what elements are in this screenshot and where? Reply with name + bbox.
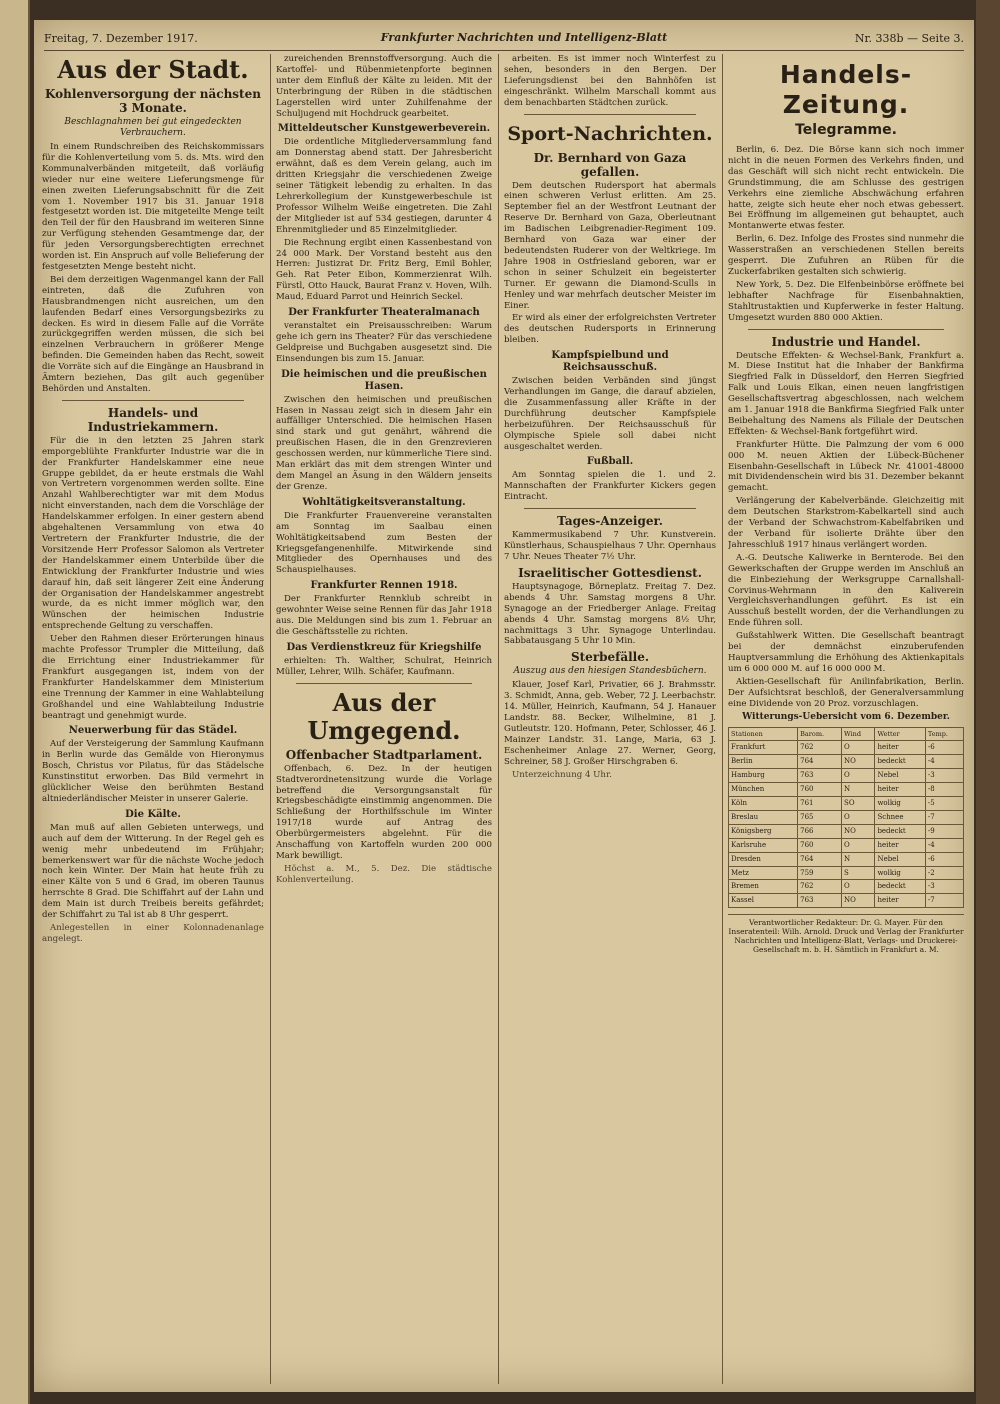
table-cell: 760	[798, 838, 842, 852]
article-text: Deutsche Effekten- & Wechsel-Bank, Frankfurt a. M. Diese Institut hat die Inhaber der Bankfirma Siegfried Falk in Düsseldorf, den Herren Siegfried Falk und Louis Elkan, einen neuen langfristigen Gesellschaftsvertrag abgeschlossen, nach welchem am 1. Januar 1918 die Bankfirma Siegfried Falk unter Beibehaltung des Namens als Filiale der Deutschen Effekten- & Wechsel-Bank fortgeführt wird.	[728, 350, 964, 437]
table-cell: 760	[798, 783, 842, 797]
table-cell: Dresden	[729, 852, 798, 866]
table-cell: Karlsruhe	[729, 838, 798, 852]
headline-kohlen: Kohlenversorgung der nächsten 3 Monate.	[45, 87, 261, 115]
divider	[296, 683, 472, 684]
table-cell: 763	[798, 894, 842, 908]
table-row	[729, 852, 964, 866]
table-cell: Metz	[729, 866, 798, 880]
headline-rennen: Frankfurter Rennen 1918.	[310, 580, 458, 592]
article-text: Er wird als einer der erfolgreichsten Vertreter des deutschen Rudersports in Erinnerung bleiben.	[504, 313, 716, 346]
table-cell: NO	[842, 894, 875, 908]
column-footer: Anlegestellen in einer Kolonnadenanlage angelegt.	[42, 923, 264, 944]
table-cell: Berlin	[729, 755, 798, 769]
column-4	[728, 54, 964, 1384]
article-text: Aktien-Gesellschaft für Anilinfabrikation, Berlin. Der Aufsichtsrat beschloß, der Generalversammlung eine Dividende von 20 Proz. vorzuschlagen.	[728, 676, 964, 709]
section-title-sport: Sport-Nachrichten.	[507, 122, 713, 145]
newspaper-sheet	[34, 20, 974, 1392]
weather-header-cell: Wind	[842, 727, 875, 741]
divider	[748, 329, 944, 330]
article-text: veranstaltet ein Preisausschreiben: Warum gehe ich gern ins Theater? Für das verschiedene Geldpreise und Buchgaben ausgesetzt sind. Die Einsendungen bis zum 15. Januar.	[276, 321, 492, 364]
table-cell: Köln	[729, 797, 798, 811]
weather-title: Witterungs-Uebersicht vom 6. Dezember.	[742, 711, 950, 722]
headline-gottesdienst: Israelitischer Gottesdienst.	[518, 565, 702, 580]
table-cell: NO	[842, 755, 875, 769]
headline-gaza: Dr. Bernhard von Gaza gefallen.	[533, 150, 687, 179]
headline-kunstgewerbe: Mitteldeutscher Kunstgewerbeverein.	[277, 123, 491, 135]
weather-header-cell: Stationen	[729, 727, 798, 741]
table-cell: Kassel	[729, 894, 798, 908]
subheadline-sterbefaelle: Auszug aus den hiesigen Standesbüchern.	[513, 666, 707, 677]
column-2	[276, 54, 492, 1384]
article-text: Berlin, 6. Dez. Die Börse kann sich noch immer nicht in die neuen Formen des Verkehrs finden, und das Geschäft will sich nicht recht entwickeln. Die Grundstimmung, die am Schlusse des gestrigen Verkehrs eine ziemliche Abschwächung erfahren hatte, zeigte sich heute eher noch etwas gebessert. Bei Eröffnung im allgemeinen gut behauptet, auch Montanwerte etwas fester.	[728, 145, 964, 232]
table-cell: 762	[798, 741, 842, 755]
headline-fussball: Fußball.	[586, 456, 634, 468]
table-row	[729, 880, 964, 894]
table-cell: München	[729, 783, 798, 797]
article-text: Gußstahlwerk Witten. Die Gesellschaft beantragt bei der demnächst einzuberufenden Hauptversammlung die Erhöhung des Aktienkapitals um 6 000 000 M. auf 16 000 000 M.	[728, 631, 964, 674]
column-rule	[270, 54, 271, 1384]
table-cell: N	[842, 852, 875, 866]
table-cell: 764	[798, 852, 842, 866]
table-cell: bedeckt	[875, 824, 925, 838]
column-footer: Unterzeichnung 4 Uhr.	[512, 769, 612, 780]
article-text: Man muß auf allen Gebieten unterwegs, und auch auf dem der Witterung. In der Regel geh es wenig mehr unbedeutend im Frühjahr; bemerkenswert war für die nächste Woche jedoch noch kein Winter. Der Main hat heute früh zu einer Kälte von 5 und 6 Grad, im oberen Taunus herrschte 8 Grad. Die Schiffahrt auf der Lahn und dem Main ist durch Treibeis bereits gefährdet; der Schiffahrt zu Tal ist ab 8 Uhr gesperrt.	[42, 822, 264, 921]
table-cell: Breslau	[729, 810, 798, 824]
article-text: Die Rechnung ergibt einen Kassenbestand von 24 000 Mark. Der Vorstand besteht aus den Herren: Justizrat Dr. Fritz Berg, Emil Bohler, Geh. Rat Peter Eibon, Kommerzienrat Wilh. Fürstl, Otto Hauck, Baurat Franz v. Hoven, Wilh. Maud, Eduard Parrot und Heinrich Seckel.	[276, 237, 492, 303]
column-footer: Höchst a. M., 5. Dez. Die städtische Kohlenverteilung.	[276, 863, 492, 885]
table-cell: 763	[798, 769, 842, 783]
table-row	[729, 894, 964, 908]
divider	[62, 400, 244, 401]
table-cell: -2	[925, 866, 963, 880]
headline-offenbach: Offenbacher Stadtparlament.	[285, 747, 483, 762]
table-cell: Schnee	[875, 810, 925, 824]
article-text: Für die in den letzten 25 Jahren stark emporgeblühte Frankfurter Industrie war die in der Frankfurter Handelskammer eine neue Gruppe gebildet, da er heute erstmals die Wahl von Vertretern vorgenommen werden sollte. Eine Anzahl Wahlberechtigter war mit dem Modus nicht einverstanden, nach dem die Vorschläge der Handelskammer erfolgen. In einer gestern abend abgehaltenen Versammlung von etwa 40 Vertretern der Frankfurter Industrie, die der Vorsitzende Herr Professor Salomon als Vertreter der Handelskammer einem Unterbilde über die Entwicklung der Frankfurter Industrie und wies darauf hin, daß seit längerer Zeit eine Änderung der Organisation der Handelskammer angestrebt wurde, da es nicht immer möglich war, den Wünschen der heimischen Industrie entsprechende Geltung zu verschaffen.	[42, 435, 264, 632]
page-number: Nr. 338b — Seite 3.	[854, 32, 964, 45]
table-cell: O	[842, 769, 875, 783]
table-cell: wolkig	[875, 866, 925, 880]
section-title-umgegend: Aus der Umgegend.	[307, 687, 461, 745]
article-text: Auf der Versteigerung der Sammlung Kaufmann in Berlin wurde das Gemälde von Hieronymus Bosch, Christus vor Pilatus, für das Städelsche Kunstinstitut erworben. Das Bild vermehrt in glücklicher Weise den berühmten Bestand altniederländischer Meister in unserer Galerie.	[42, 739, 264, 804]
headline-telegramme: Telegramme.	[795, 122, 897, 138]
table-row	[729, 769, 964, 783]
table-cell: 764	[798, 755, 842, 769]
article-text: Die ordentliche Mitgliederversammlung fand am Donnerstag abend statt. Der Jahresbericht erwähnt, daß es dem Verein gelang, auch im dritten Kriegsjahr die verschiedenen Zweige seiner Tätigkeit lebendig zu erhalten. In das Lehrerkollegium der Kunstgewerbeschule ist Professor Wilhelm Weiße eingetreten. Die Zahl der Mitglieder ist auf 534 gestiegen, darunter 4 Ehrenmitglieder und 85 Einzelmitglieder.	[276, 137, 492, 235]
headline-verdienstkreuz: Das Verdienstkreuz für Kriegshilfe	[286, 641, 482, 653]
section-title-handel: Handels-Zeitung.	[779, 60, 913, 119]
table-cell: heiter	[875, 741, 925, 755]
table-cell: heiter	[875, 894, 925, 908]
table-cell: O	[842, 741, 875, 755]
column-rule	[498, 54, 499, 1384]
headline-staedel: Neuerwerbung für das Städel.	[68, 725, 238, 737]
previous-page-edge	[0, 0, 30, 1404]
table-cell: wolkig	[875, 797, 925, 811]
column-rule	[722, 54, 723, 1384]
table-row	[729, 741, 964, 755]
table-cell: Hamburg	[729, 769, 798, 783]
table-cell: -9	[925, 824, 963, 838]
table-cell: 759	[798, 866, 842, 880]
article-text: New York, 5. Dez. Die Elfenbeinbörse eröffnete bei lebhafter Nachfrage für Eisenbahnaktien, Stahltrustaktien und Kupferwerke in fester Haltung. Umgesetzt wurden 880 000 Aktien.	[728, 279, 964, 323]
headline-kammern: Handels- und Industriekammern.	[87, 405, 219, 434]
table-cell: Nebel	[875, 852, 925, 866]
article-text: Offenbach, 6. Dez. In der heutigen Stadtverordnetensitzung wurde die Vorlage betreffend die Versorgungsanstalt für Kriegsbeschädigte einstimmig angenommen. Die Schließung der Horthilfsschule im Winter 1917/18 wurde auf Antrag des Oberbürgermeisters abgelehnt. Für die Anschaffung von Kartoffeln wurden 200 000 Mark bewilligt.	[276, 763, 492, 861]
article-text: erhielten: Th. Walther, Schulrat, Heinrich Müller, Lehrer, Wilh. Schäfer, Kaufmann.	[276, 655, 492, 677]
column-3	[504, 54, 716, 1384]
weather-header-cell: Temp.	[925, 727, 963, 741]
table-cell: S	[842, 866, 875, 880]
article-text: Klauer, Josef Karl, Privatier, 66 J. Brahmsstr. 3. Schmidt, Anna, geb. Weber, 72 J. Leerbachstr. 14. Müller, Heinrich, Kaufmann, 54 J. Hanauer Landstr. 88. Becker, Wilhelmine, 81 J. Gutleutstr. 120. Hofmann, Peter, Schlosser, 46 J. Mainzer Landstr. 31. Lange, Maria, 63 J. Eschenheimer Anlage 27. Werner, Georg, Schreiner, 58 J. Großer Hirschgraben 6.	[504, 680, 716, 767]
article-text: Am Sonntag spielen die 1. und 2. Mannschaften der Frankfurter Kickers gegen Eintracht.	[504, 470, 716, 503]
article-text: Frankfurter Hütte. Die Palmzung der vom 6 000 000 M. neuen Aktien der Lübeck-Büchener Eisenbahn-Gesellschaft in Lübeck Nr. 41001-48000 mit Dividendenschein wird bis 31. Dezember bekannt gemacht.	[728, 439, 964, 494]
page-header	[44, 28, 964, 51]
table-cell: heiter	[875, 783, 925, 797]
table-cell: heiter	[875, 838, 925, 852]
table-cell: -4	[925, 755, 963, 769]
article-text: In einem Rundschreiben des Reichskommissars für die Kohlenverteilung vom 5. ds. Mts. wird den Kommunalverbänden mitgeteilt, daß vorläufig wieder nur eine weitere Lieferungsmenge für einen zweiten Lieferungsabschnitt für die Zeit vom 1. November 1917 bis 31. Januar 1918 festgesetzt worden ist. Die mitgeteilte Menge teilt den Teil der für den Hausbrand im weiteren Sinne zur Verfügung stehenden Gesamtmenge dar, der für jeden Versorgungsberechtigten errechnet worden ist. Ein Anspruch auf volle Belieferung der festgesetzten Menge besteht nicht.	[42, 142, 264, 272]
headline-hasen: Die heimischen und die preußischen Hasen.	[281, 368, 487, 392]
headline-wohltaetigkeit: Wohltätigkeitsveranstaltung.	[302, 496, 466, 508]
table-cell: -7	[925, 894, 963, 908]
table-row	[729, 810, 964, 824]
weather-header-cell: Barom.	[798, 727, 842, 741]
imprint: Verantwortlicher Redakteur: Dr. G. Mayer. Für den Inseratenteil: Wilh. Arnold. Druck und Verlag der Frankfurter Nachrichten und Intelligenz-Blatt, Verlags- und Druckerei-Gesellschaft m. b. H. Sämtlich in Frankfurt a. M.	[728, 914, 964, 954]
table-cell: -3	[925, 880, 963, 894]
table-cell: Bremen	[729, 880, 798, 894]
article-text: Kammermusikabend 7 Uhr. Kunstverein. Künstlerhaus, Schauspielhaus 7 Uhr. Opernhaus 7 Uhr. Neues Theater 7½ Uhr.	[504, 530, 716, 562]
weather-header-row	[729, 727, 964, 741]
article-text: Die Frankfurter Frauenvereine veranstalten am Sonntag im Saalbau einen Wohltätigkeitsabend zum Besten der Kriegsgefangenenhilfe. Mitwirkende sind Mitglieder des Opernhauses und des Schauspielhauses.	[276, 510, 492, 576]
table-cell: bedeckt	[875, 755, 925, 769]
table-cell: O	[842, 838, 875, 852]
table-cell: -6	[925, 852, 963, 866]
table-row	[729, 838, 964, 852]
article-text: Verlängerung der Kabelverbände. Gleichzeitig mit dem Deutschen Starkstrom-Kabelkartell sind auch der Verband der Schwachstrom-Kabelfabriken und der Verband für isolierte Drähte über den Jahresschluß 1917 hinaus verlängert worden.	[728, 496, 964, 550]
table-cell: 761	[798, 797, 842, 811]
table-cell: -7	[925, 810, 963, 824]
table-cell: O	[842, 810, 875, 824]
article-text: Dem deutschen Rudersport hat abermals einen schweren Verlust erlitten. Am 25. September fiel an der Westfront Leutnant der Reserve Dr. Bernhard von Gaza, Oberleutnant im Badischen Leibgrenadier-Regiment 109. Bernhard von Gaza war einer der bedeutendsten Ruderer von der Weltkriege. Im Jahre 1908 in Ostfriesland geboren, war er schon in seiner Schulzeit ein begeisterter Turner. Er gewann die Diamond-Sculls in Henley und war mehrfach deutscher Meister im Einer.	[504, 180, 716, 311]
table-cell: NO	[842, 824, 875, 838]
table-cell: -5	[925, 797, 963, 811]
table-cell: -6	[925, 741, 963, 755]
headline-sterbefaelle: Sterbefälle.	[570, 650, 650, 665]
headline-tagesanzeiger: Tages-Anzeiger.	[557, 514, 663, 529]
divider	[524, 508, 696, 509]
article-text: Der Frankfurter Rennklub schreibt in gewohnter Weise seine Rennen für das Jahr 1918 aus. Die Meldungen sind bis zum 1. Februar an die Geschäftsstelle zu richten.	[276, 594, 492, 637]
binding-edge	[976, 0, 1000, 1404]
subheadline-kohlen: Beschlagnahmen bei gut eingedeckten Verbrauchern.	[64, 117, 242, 138]
article-text: arbeiten. Es ist immer noch Winterfest zu sehen, besonders in den Bergen. Der Lieferungsdienst bei den Bahnhöfen ist eingeschränkt. Wilhelm Marschall kommt aus dem benachbarten Städtchen zurück.	[504, 54, 716, 108]
article-text: Zwischen den heimischen und preußischen Hasen in Nassau zeigt sich in diesem Jahr ein auffälliger Unterschied. Die heimischen Hasen sind stark und gut genährt, während die preußischen Hasen, die in den Grenzrevieren geschossen werden, nur kümmerliche Tiere sind. Man erklärt das mit dem strengen Winter und dem Mangel an Äsung in den Wäldern jenseits der Grenze.	[276, 394, 492, 492]
headline-industrie: Industrie und Handel.	[771, 334, 921, 349]
column-1	[42, 54, 264, 1384]
headline-kampfspielbund: Kampfspielbund und Reichsausschuß.	[551, 350, 669, 374]
table-cell: 765	[798, 810, 842, 824]
table-cell: -8	[925, 783, 963, 797]
weather-body	[729, 741, 964, 908]
issue-date: Freitag, 7. Dezember 1917.	[44, 32, 198, 45]
article-text: zureichenden Brennstoffversorgung. Auch die Kartoffel- und Rübenmietenpforte beginnen unter dem Einfluß der Kälte zu leiden. Mit der Unterbringung der Rüben in die städtischen Lagerstellen wird unter Zuhilfenahme der Schuljugend mit Hochdruck gearbeitet.	[276, 54, 492, 119]
table-cell: bedeckt	[875, 880, 925, 894]
table-cell: O	[842, 880, 875, 894]
table-row	[729, 797, 964, 811]
article-text: Ueber den Rahmen dieser Erörterungen hinaus machte Professor Trumpler die Mitteilung, daß die Errichtung einer Industriekammer für Frankfurt ausgegangen ist, indem von der Frankfurter Handelskammer dem Ministerium eine Trennung der Kammer in eine Wahlabteilung Großhandel und eine Wahlabteilung Industrie beantragt und genehmigt wurde.	[42, 634, 264, 721]
headline-theateralmanach: Der Frankfurter Theateralmanach	[288, 307, 480, 319]
headline-kaelte: Die Kälte.	[125, 808, 181, 820]
article-text: A.-G. Deutsche Kaliwerke in Bernterode. Bei den Gewerkschaften der Gruppe werden im Anschluß an die Einbeziehung der Werksgruppe Carnallshall-Corvinus-Wehrmann in den Kaliverein Vergleichsverhandlungen geführt. Es ist ein Ausschuß bestellt worden, der die Verhandlungen zu Ende führen soll.	[728, 552, 964, 629]
article-text: Hauptsynagoge, Börneplatz. Freitag 7. Dez. abends 4 Uhr. Samstag morgens 8 Uhr. Synagoge an der Friedberger Anlage. Freitag abends 4 Uhr. Samstag morgens 8½ Uhr, nachmittags 3 Uhr. Synagoge Unterlindau. Sabbatausgang 5 Uhr 10 Min.	[504, 581, 716, 647]
divider	[524, 114, 696, 115]
table-row	[729, 824, 964, 838]
table-cell: N	[842, 783, 875, 797]
table-cell: -3	[925, 769, 963, 783]
table-cell: Frankfurt	[729, 741, 798, 755]
table-cell: 762	[798, 880, 842, 894]
article-text: Zwischen beiden Verbänden sind jüngst Verhandlungen im Gange, die darauf abzielen, die Zusammenfassung aller Kräfte in der Durchführung deutscher Kampfspiele herbeizuführen. Der Reichsausschuß für Olympische Spiele soll dabei nicht ausgeschaltet werden.	[504, 376, 716, 452]
table-cell: SO	[842, 797, 875, 811]
table-cell: 766	[798, 824, 842, 838]
article-text: Berlin, 6. Dez. Infolge des Frostes sind nunmehr die Wasserstraßen an verschiedenen Stellen bereits gesperrt. Die Zufuhren an Rüben für die Zuckerfabriken gestalten sich schwierig.	[728, 234, 964, 277]
table-cell: Königsberg	[729, 824, 798, 838]
table-cell: Nebel	[875, 769, 925, 783]
weather-header-cell: Wetter	[875, 727, 925, 741]
masthead: Frankfurter Nachrichten und Intelligenz-Blatt	[380, 31, 668, 44]
article-text: Bei dem derzeitigen Wagenmangel kann der Fall eintreten, daß die Zufuhren von Hausbrandmengen nicht ausreichen, um den laufenden Bedarf eines Versorgungsbezirks zu decken. Es wird in diesem Falle auf die Vorräte zurückgegriffen werden müssen, die sich bei einzelnen Verbrauchern in größerer Menge befinden. Die Gemeinden haben das Recht, soweit die Vorräte sich auf die Eingänge an Hausbrand in Ämtern beziehen, Das gilt auch gegenüber Behörden und Anstalten.	[42, 274, 264, 394]
table-row	[729, 866, 964, 880]
table-row	[729, 755, 964, 769]
table-cell: -4	[925, 838, 963, 852]
section-title-stadt: Aus der Stadt.	[57, 55, 249, 84]
weather-table	[728, 727, 964, 909]
table-row	[729, 783, 964, 797]
